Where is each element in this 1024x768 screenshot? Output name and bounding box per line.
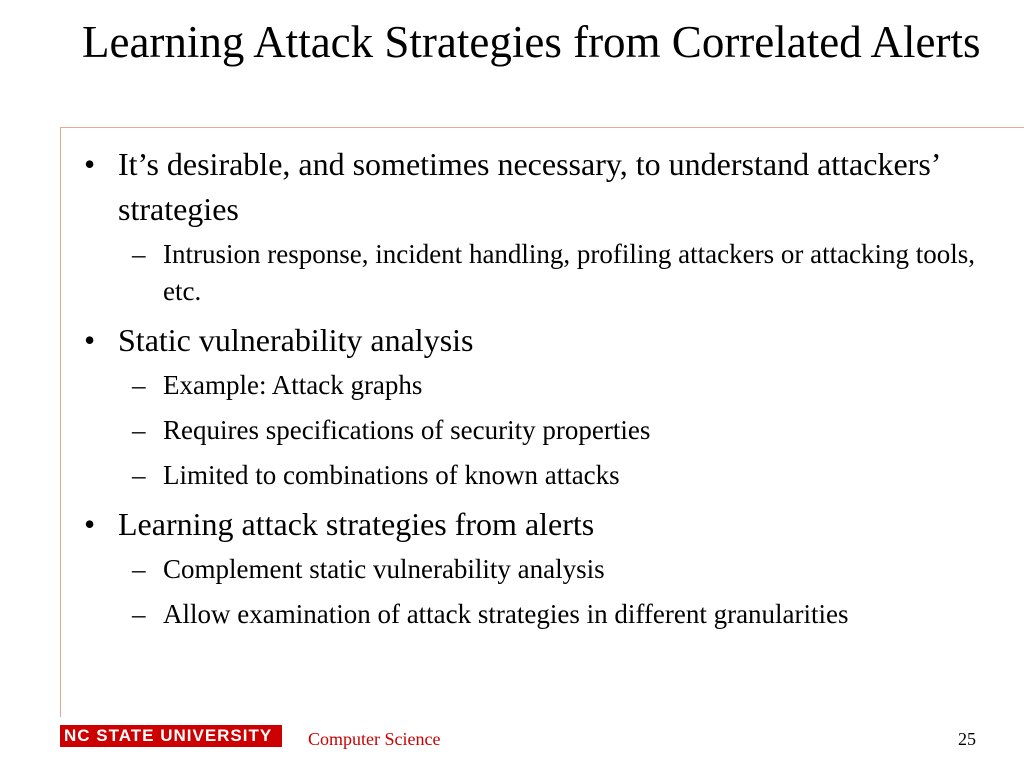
sub-bullet-text: Example: Attack graphs [163, 370, 423, 400]
sub-bullet-list [118, 367, 1002, 494]
sub-bullet-list [118, 551, 1002, 633]
department-label: Computer Science [308, 729, 441, 749]
sub-bullet-item [118, 596, 1002, 633]
slide-title: Learning Attack Strategies from Correlated Alerts [82, 17, 981, 67]
bullet-marker: • [84, 146, 96, 182]
sub-bullet-text: Limited to combinations of known attacks [163, 460, 620, 490]
bullet-marker: • [84, 506, 96, 542]
bullet-text: It’s desirable, and sometimes necessary, to understand attackers’ strategies [118, 146, 940, 227]
dash-marker: – [132, 370, 146, 400]
dash-marker: – [132, 554, 146, 584]
sub-bullet-item [118, 551, 1002, 588]
bullet-list [82, 142, 1002, 641]
sub-bullet-text: Allow examination of attack strategies in different granularities [163, 599, 849, 629]
sub-bullet-item [118, 367, 1002, 404]
bullet-text: Static vulnerability analysis [118, 322, 474, 358]
sub-bullet-list [118, 236, 1002, 310]
title-divider-line [60, 127, 1024, 128]
sub-bullet-item [118, 412, 1002, 449]
nc-state-logo: NC STATE UNIVERSITY [60, 725, 282, 747]
dash-marker: – [132, 239, 146, 269]
left-margin-line [60, 127, 61, 717]
sub-bullet-item [118, 457, 1002, 494]
dash-marker: – [132, 599, 146, 629]
sub-bullet-text: Intrusion response, incident handling, profiling attackers or attacking tools, etc. [163, 239, 976, 306]
sub-bullet-text: Complement static vulnerability analysis [163, 554, 605, 584]
page-number: 25 [958, 729, 976, 749]
dash-marker: – [132, 460, 146, 490]
bullet-marker: • [84, 322, 96, 358]
bullet-item [82, 502, 1002, 633]
sub-bullet-text: Requires specifications of security properties [163, 415, 651, 445]
bullet-item [82, 318, 1002, 494]
bullet-item [82, 142, 1002, 310]
sub-bullet-item [118, 236, 1002, 310]
dash-marker: – [132, 415, 146, 445]
bullet-text: Learning attack strategies from alerts [118, 506, 595, 542]
